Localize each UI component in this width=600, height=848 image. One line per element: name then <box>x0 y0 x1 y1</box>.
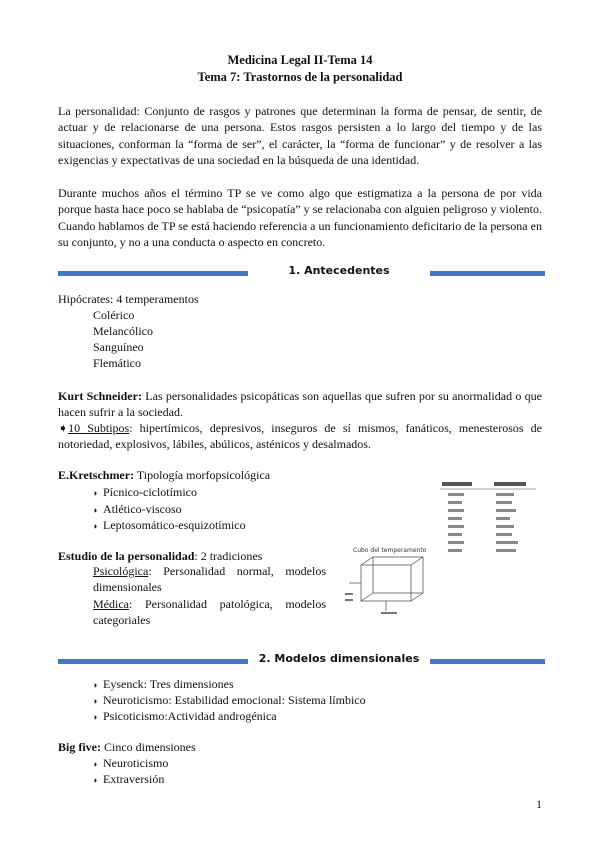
subtypes-paragraph <box>58 420 542 453</box>
bigfive-text: Cinco dimensiones <box>104 740 196 754</box>
bigfive-name: Big five: <box>58 740 101 754</box>
subtypes-text: : hipertímicos, depresivos, inseguros de sí mismos, fanáticos, menesterosos de notoriedad, explosivos, lábiles, abúlicos, asténicos y desalmados. <box>58 421 543 452</box>
temperament-item: Colérico <box>93 308 135 322</box>
section-bar-right <box>430 659 545 664</box>
cube-caption: Cubo del temperamento <box>353 547 427 554</box>
temperament-item: Sanguíneo <box>93 340 144 354</box>
dimensional-model-item: ◗ Eysenck: Tres dimensiones <box>93 677 234 691</box>
section-bar-right <box>430 271 545 276</box>
page-number: 1 <box>536 797 542 811</box>
kretschmer-line <box>58 467 270 483</box>
bullet-icon: ◗ <box>93 696 99 706</box>
kretschmer-text: Tipología morfopsicológica <box>136 468 271 482</box>
section-heading-antecedentes <box>58 266 545 280</box>
kretschmer-item: ◗ Pícnico-ciclotímico <box>93 485 197 499</box>
psicologica-item: Psicológica: Personalidad normal, modelos dimensionales <box>93 564 326 595</box>
section-bar-left <box>58 659 248 664</box>
schneider-paragraph <box>58 388 542 421</box>
estudio-name: Estudio de la personalidad <box>58 549 195 563</box>
bullet-icon: ◗ <box>93 505 99 515</box>
temperament-cube-figure <box>343 543 435 618</box>
bullet-icon: ◗ <box>93 521 99 531</box>
section-heading-modelos-dimensionales <box>58 654 545 668</box>
bullet-icon: ◗ <box>93 712 99 722</box>
medica-item: Médica: Personalidad patológica, modelos categoriales <box>93 597 326 628</box>
temperament-item: Flemático <box>93 356 141 370</box>
kretschmer-item: ◗ Atlético-viscoso <box>93 502 182 516</box>
bigfive-line <box>58 739 196 755</box>
section-bar-left <box>58 271 248 276</box>
dimensional-model-item: ◗ Psicoticismo:Actividad androgénica <box>93 709 277 723</box>
temperament-item: Melancólico <box>93 324 153 338</box>
bullet-icon: ◗ <box>93 680 99 690</box>
intro-paragraph-1: La personalidad: Conjunto de rasgos y patrones que determinan la forma de pensar, de sentir, de actuar y de relacionarse de una persona. Estos rasgos persisten a lo largo del tiempo y de las situaciones, conforman la “forma de ser”, el carácter, la “forma de funcionar” y de resolver a las exigencias y expectativas de una sociedad en la búsqueda de una identidad. <box>58 104 542 168</box>
medica-label: Médica <box>93 597 129 611</box>
bullet-icon: ◗ <box>93 759 99 769</box>
bullet-icon: ◗ <box>93 488 99 498</box>
bigfive-item: ◗ Neuroticismo <box>93 756 169 770</box>
bullet-icon: ◗ <box>93 775 99 785</box>
document-subtitle: Tema 7: Trastornos de la personalidad <box>197 70 403 84</box>
hipocrates-line: Hipócrates: 4 temperamentos <box>58 292 199 306</box>
document-title: Medicina Legal II-Tema 14 <box>227 53 373 67</box>
subtypes-bullet-icon: ➧ <box>58 421 69 435</box>
section-heading-label: 2. Modelos dimensionales <box>258 652 420 665</box>
psicologica-label: Psicológica <box>93 564 149 578</box>
kretschmer-table-figure <box>438 480 538 560</box>
estudio-text: : 2 tradiciones <box>194 549 263 563</box>
subtypes-label: 10 Subtipos <box>68 421 130 435</box>
kretschmer-item: ◗ Leptosomático-esquizotímico <box>93 518 246 532</box>
schneider-text: Las personalidades psicopáticas son aquellas que sufren por su anormalidad o que hacen sufrir a la sociedad. <box>58 389 542 420</box>
intro-paragraph-2: Durante muchos años el término TP se ve como algo que estigmatiza a la persona de por vida porque hasta hace poco se hablaba de “psicopatía” y se relacionaba con alguien peligroso y violento. Cuando hablamos de TP se está haciendo referencia a un funcionamiento deficitario de la persona en su conjunto, y no a una conducta o aspecto en concreto. <box>58 186 542 250</box>
section-heading-label: 1. Antecedentes <box>288 264 390 277</box>
bigfive-item: ◗ Extraversión <box>93 772 165 786</box>
dimensional-model-item: ◗ Neuroticismo: Estabilidad emocional: Sistema límbico <box>93 693 366 707</box>
kretschmer-name: E.Kretschmer: <box>58 468 135 482</box>
schneider-name: Kurt Schneider: <box>58 389 142 403</box>
estudio-line <box>58 548 262 564</box>
